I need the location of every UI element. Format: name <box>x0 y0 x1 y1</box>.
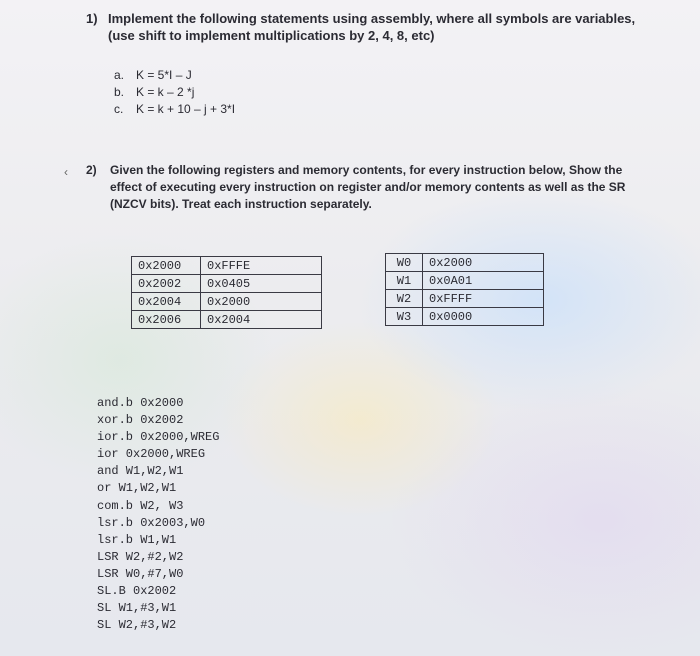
item-expression: K = k + 10 – j + 3*I <box>136 102 236 116</box>
instruction-line: lsr.b 0x2003,W0 <box>97 515 206 530</box>
memory-address: 0x2000 <box>132 257 201 275</box>
question-2 <box>86 162 656 213</box>
table-row <box>132 257 322 275</box>
table-row <box>132 293 322 311</box>
instruction-line: LSR W2,#2,W2 <box>97 549 184 564</box>
table-row <box>386 254 544 272</box>
question-1-item-c <box>114 101 235 117</box>
item-expression: K = k – 2 *j <box>136 85 195 99</box>
item-label: c. <box>114 102 124 116</box>
question-1 <box>86 10 646 44</box>
instruction-line: and.b 0x2000 <box>97 396 184 410</box>
register-value: 0x2000 <box>423 254 544 272</box>
item-expression: K = 5*I – J <box>136 68 192 82</box>
register-value: 0x0A01 <box>423 272 544 290</box>
instruction-line: and W1,W2,W1 <box>97 464 184 479</box>
register-name: W3 <box>386 308 423 326</box>
memory-value: 0x0405 <box>201 275 322 293</box>
memory-table <box>131 256 322 329</box>
instruction-line: com.b W2, W3 <box>97 498 184 513</box>
instruction-line: ior 0x2000,WREG <box>97 447 206 462</box>
memory-address: 0x2002 <box>132 275 201 293</box>
instruction-line: SL W1,#3,W1 <box>97 601 177 616</box>
instruction-line: ior.b 0x2000,WREG <box>97 430 220 445</box>
instruction-list <box>97 395 219 634</box>
register-name: W2 <box>386 290 423 308</box>
memory-address: 0x2004 <box>132 293 201 311</box>
question-1-item-a <box>114 67 192 83</box>
question-1-number: 1) <box>86 11 98 26</box>
table-row <box>386 290 544 308</box>
item-label: a. <box>114 68 125 82</box>
instruction-line: SL W2,#3,W2 <box>97 618 177 633</box>
register-name: W1 <box>386 272 423 290</box>
register-name: W0 <box>386 254 423 272</box>
question-2-number: 2) <box>86 163 97 177</box>
table-row <box>132 311 322 329</box>
table-row <box>386 272 544 290</box>
register-table <box>385 253 544 326</box>
question-1-text: Implement the following statements using assembly, where all symbols are variables, (use shift to implement multiplications by 2, 4, 8, etc) <box>108 11 636 43</box>
instruction-line: SL.B 0x2002 <box>97 584 177 599</box>
memory-value: 0x2004 <box>201 311 322 329</box>
memory-value: 0xFFFE <box>201 257 322 275</box>
instruction-line: lsr.b W1,W1 <box>97 532 177 547</box>
instruction-line: or W1,W2,W1 <box>97 481 177 496</box>
memory-value: 0x2000 <box>201 293 322 311</box>
register-value: 0xFFFF <box>423 290 544 308</box>
memory-address: 0x2006 <box>132 311 201 329</box>
register-value: 0x0000 <box>423 308 544 326</box>
question-1-item-b <box>114 84 194 100</box>
table-row <box>386 308 544 326</box>
chevron-left-icon: ‹ <box>64 165 68 179</box>
question-2-text: Given the following registers and memory contents, for every instruction below, Show the effect of executing every instruction on register and/or memory contents as well as the SR (NZCV bits). Treat each instruction separately. <box>110 163 626 211</box>
item-label: b. <box>114 85 125 99</box>
table-row <box>132 275 322 293</box>
instruction-line: xor.b 0x2002 <box>97 413 184 428</box>
instruction-line: LSR W0,#7,W0 <box>97 566 184 581</box>
